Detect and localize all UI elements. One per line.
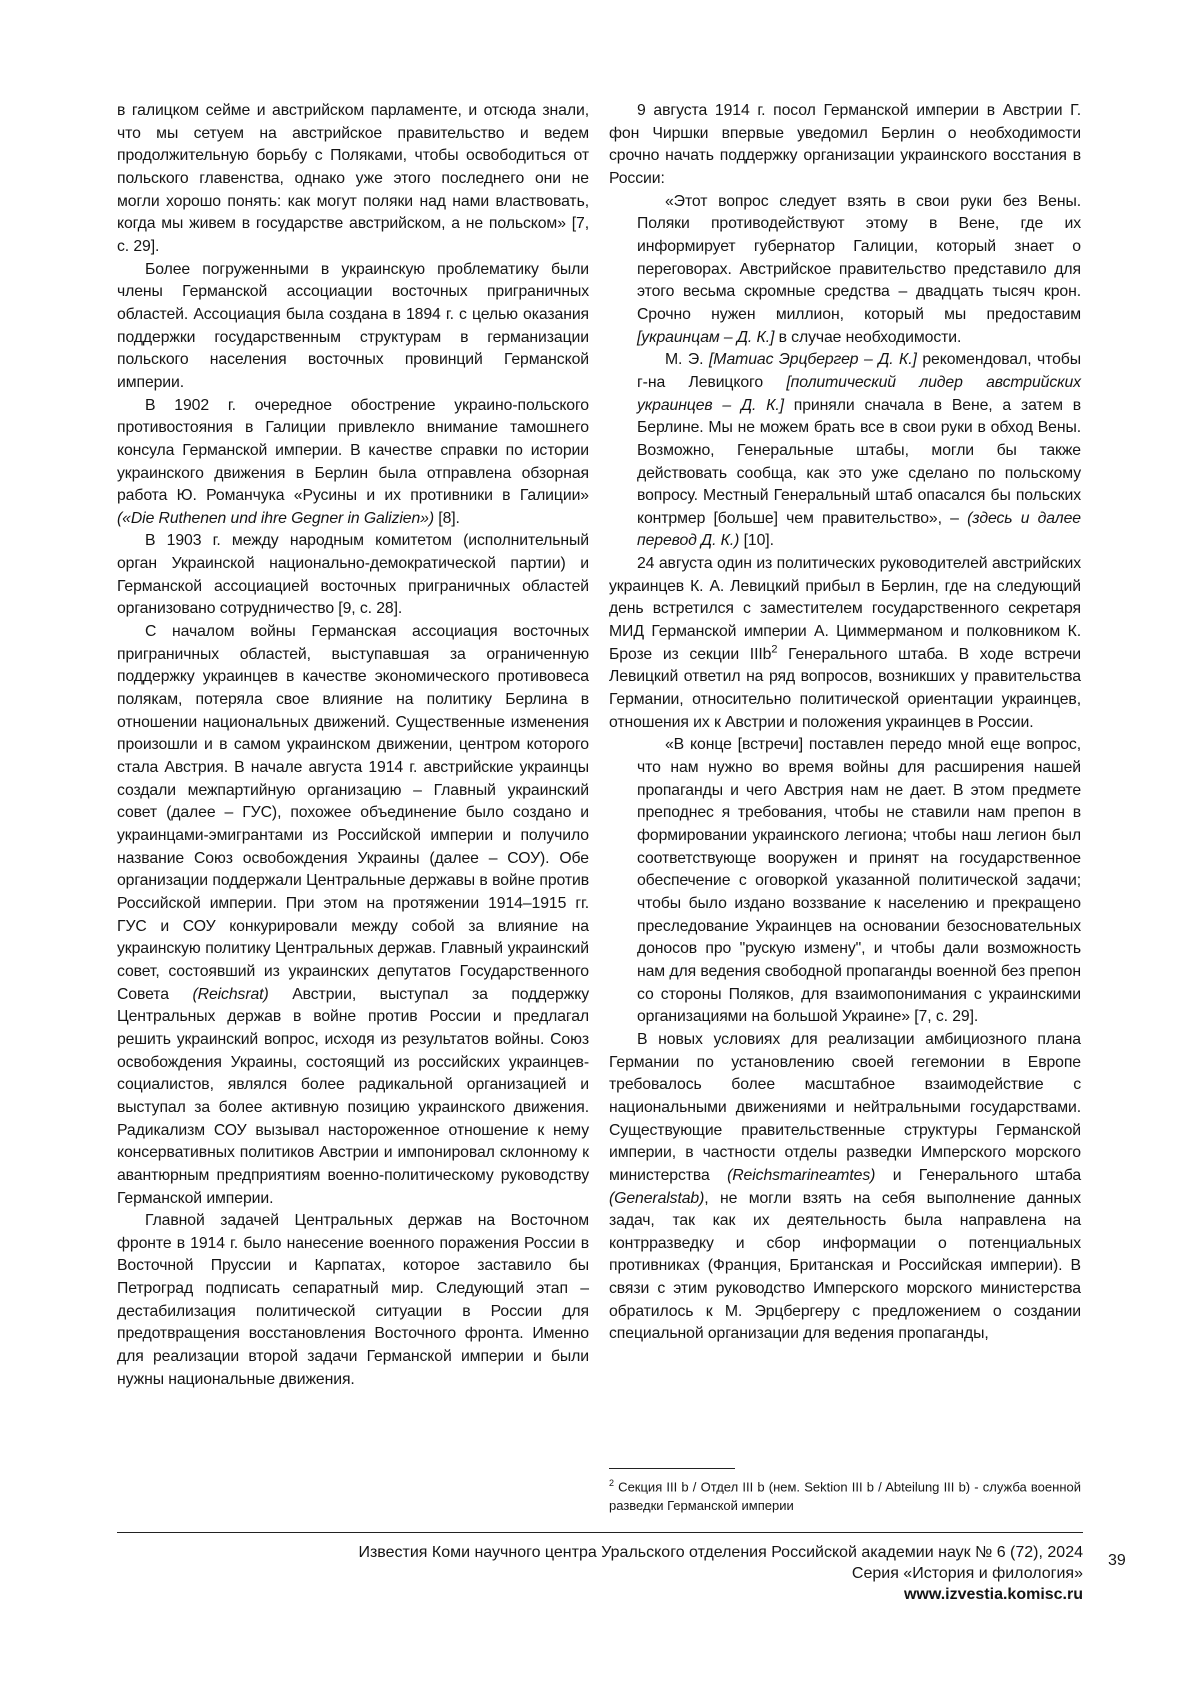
footnote (609, 1474, 1081, 1515)
text-run: 24 августа один из политических руководителей австрийских украинцев К. А. Левицкий прибыл в Берлин, где на следующий день встретился с заместителем государственного секретаря МИД Германской империи А. Циммерманом и полковником К. Брозе из секции IIIb (609, 555, 1081, 663)
block-quote (637, 349, 1081, 553)
italic-run: (Reichsmarineamtes) (727, 1166, 876, 1184)
text-run: , не могли взять на себя выполнение данных задач, так как их деятельность была направлена на контрразведку и сбор информации о потенциальных противниках (Франция, Британская и Российская империи). В связи с этим руководство Имперского морского министерства обратилось к М. Эрцбергеру с предложением о создании специальной организации для ведения пропаганды, (609, 1189, 1081, 1343)
italic-run: [украинцам – Д. К.] (637, 328, 775, 346)
text-run: и Генерального штаба (875, 1166, 1082, 1184)
text-run: Австрии, выступал за поддержку Центральных держав в войне против России и предлагал решить украинский вопрос, исходя из результатов войны. Союз освобождения Украины, состоящий из российских украинцев-социалистов, являлся более радикальной организацией и выступал за более активную позицию украинского движения. Радикализм СОУ вызывал настороженное отношение к нему консервативных политиков Австрии и импонировал склонному к авантюрным предприятиям военно-политическому руководству Германской империи. (117, 985, 589, 1207)
paragraph: в галицком сейме и австрийском парламенте, и отсюда знали, что мы сетуем на австрийское правительство и ведем продолжительную борьбу с Поляками, чтобы освободиться от польского главенства, однако уже этого последнего они не могли хорошо понять: как могут поляки над нами властвовать, когда мы живем в государстве австрийском, а не польском» [7, с. 29]. (117, 102, 589, 255)
left-column (117, 100, 589, 1391)
italic-run: (здесь и далее перевод Д. К.) (637, 509, 1081, 550)
right-column (609, 100, 1081, 1346)
footer-divider (117, 1532, 1083, 1533)
paragraph: Главной задачей Центральных держав на Восточном фронте в 1914 г. было нанесение военного поражения России в Восточной Пруссии и Карпатах, которое заставило бы Петроград подписать сепаратный мир. Следующий этап – дестабилизация политической ситуации в России для предотвращения восстановления Восточного фронта. Именно для реализации второй задачи Германской империи и были нужны национальные движения. (117, 1212, 589, 1388)
text-run: рекомендовал, чтобы г-на Левицкого (637, 351, 1081, 391)
journal-footer (183, 1542, 1083, 1605)
text-run: «Этот вопрос следует взять в свои руки без Вены. Поляки противодействуют этому в Вене, где их информирует губернатор Галиции, который знает о переговорах. Австрийское правительство представило для этого весьма скромные средства – двадцать тысяч крон. Срочно нужен миллион, который мы предоставим (637, 192, 1081, 323)
paragraph: В 1903 г. между народным комитетом (исполнительный орган Украинской национально-демократической партии) и Германской ассоциацией восточных приграничных областей организовано сотрудничество [9, с. 28]. (117, 532, 589, 618)
paragraph (609, 1029, 1081, 1346)
text-run: в случае необходимости. (774, 328, 962, 346)
paragraph (117, 621, 589, 1210)
text-run: М. Э. (665, 351, 709, 369)
footnote-text: Секция III b / Отдел III b (нем. Sektion III b / Abteilung III b) - служба военной разведки Германской империи (609, 1479, 1081, 1514)
text-run: [10]. (739, 532, 774, 550)
paragraph: 9 августа 1914 г. посол Германской империи в Австрии Г. фон Чиршки впервые уведомил Берлин о необходимости срочно начать поддержку организации украинского восстания в России: (609, 102, 1081, 187)
page-number: 39 (1108, 1552, 1126, 1569)
italic-run: (Reichsrat) (192, 985, 269, 1003)
journal-series: Серия «История и филология» (851, 1565, 1083, 1582)
journal-website-link[interactable]: www.izvestia.komisc.ru (903, 1586, 1083, 1603)
footnote-ref[interactable]: 2 (771, 643, 778, 656)
text-run: С началом войны Германская ассоциация восточных приграничных областей, выступавшая за ограниченную поддержку украинцев в качестве экономического противовеса полякам, потеряла свое влияние на политику Берлина в отношении национальных движений. Существенные изменения произошли и в самом украинском движении, центром которого стала Австрия. В начале августа 1914 г. австрийские украинцы создали межпартийную организацию – Главный украинский совет (далее – ГУС), похожее объединение было создано и украинцами-эмигрантами из Российской империи и получило название Союз освобождения Украины (далее – СОУ). Обе организации поддержали Центральные державы в войне против Российской империи. При этом на протяжении 1914–1915 гг. ГУС и СОУ конкурировали между собой за влияние на украинскую политику Центральных держав. Главный украинский совет, состоявший из украинских депутатов Государственного Совета (117, 623, 589, 1003)
block-quote (637, 191, 1081, 350)
footnote-divider (609, 1468, 735, 1469)
text-run: приняли сначала в Вене, а затем в Берлине. Мы не можем брать все в свои руки в обход Вены. Возможно, Генеральные штабы, могли бы также действовать сообща, как это уже сделано по польскому вопросу. Местный Генеральный штаб опасался бы польских контрмер [больше] чем правительство», – (637, 396, 1081, 527)
text-run: Генерального штаба. В ходе встречи Левицкий ответил на ряд вопросов, возникших у правительства Германии, относительно политической ориентации украинцев, отношения их к Австрии и положения украинцев в России. (609, 645, 1081, 731)
paragraph: Более погруженными в украинскую проблематику были члены Германской ассоциации восточных приграничных областей. Ассоциация была создана в 1894 г. с целью оказания поддержки государственным структурам в германизации польского населения восточных провинций Германской империи. (117, 260, 589, 391)
text-run: [8]. (434, 509, 460, 527)
footnote-number: 2 (609, 1478, 615, 1488)
block-quote: «В конце [встречи] поставлен передо мной еще вопрос, что нам нужно во время войны для расширения нашей пропаганды и чего Австрия нам не дает. В этом предмете преподнес я требования, чтобы не ставили нам препон в формировании украинского легиона; чтобы наш легион был соответствующе вооружен и принят на государственное обеспечение с оговоркой указанной политической задачи; чтобы было издано воззвание к населению и прекращено преследование Украинцев на основании безосновательных доносов про "рускую измену", и чтобы дали возможность нам для ведения свободной пропаганды военной без препон со стороны Поляков, для взаимопонимания с украинскими организациями на большой Украине» [7, с. 29]. (637, 736, 1081, 1026)
italic-run: [политический лидер австрийских украинцев – Д. К.] (637, 373, 1081, 414)
italic-run: («Die Ruthenen und ihre Gegner in Galizien») (117, 509, 434, 527)
paragraph (117, 395, 589, 531)
italic-run: (Generalstab) (609, 1189, 705, 1207)
text-run: В новых условиях для реализации амбициозного плана Германии по установлению своей гегемонии в Европе требовалось более масштабное взаимодействие с национальными движениями и нейтральными государствами. Существующие правительственные структуры Германской империи, в частности отделы разведки Имперского морского министерства (609, 1030, 1081, 1184)
journal-title: Известия Коми научного центра Уральского отделения Российской академии наук № 6 (72), 2024 (358, 1544, 1083, 1561)
italic-run: [Матиас Эрцбергер – Д. К.] (708, 351, 917, 369)
text-run: В 1902 г. очередное обострение украино-польского противостояния в Галиции привлекло внимание тамошнего консула Германской империи. В качестве справки по истории украинского движения в Берлин была отправлена обзорная работа Ю. Романчука «Русины и их противники в Галиции» (117, 396, 589, 505)
paragraph (609, 553, 1081, 734)
